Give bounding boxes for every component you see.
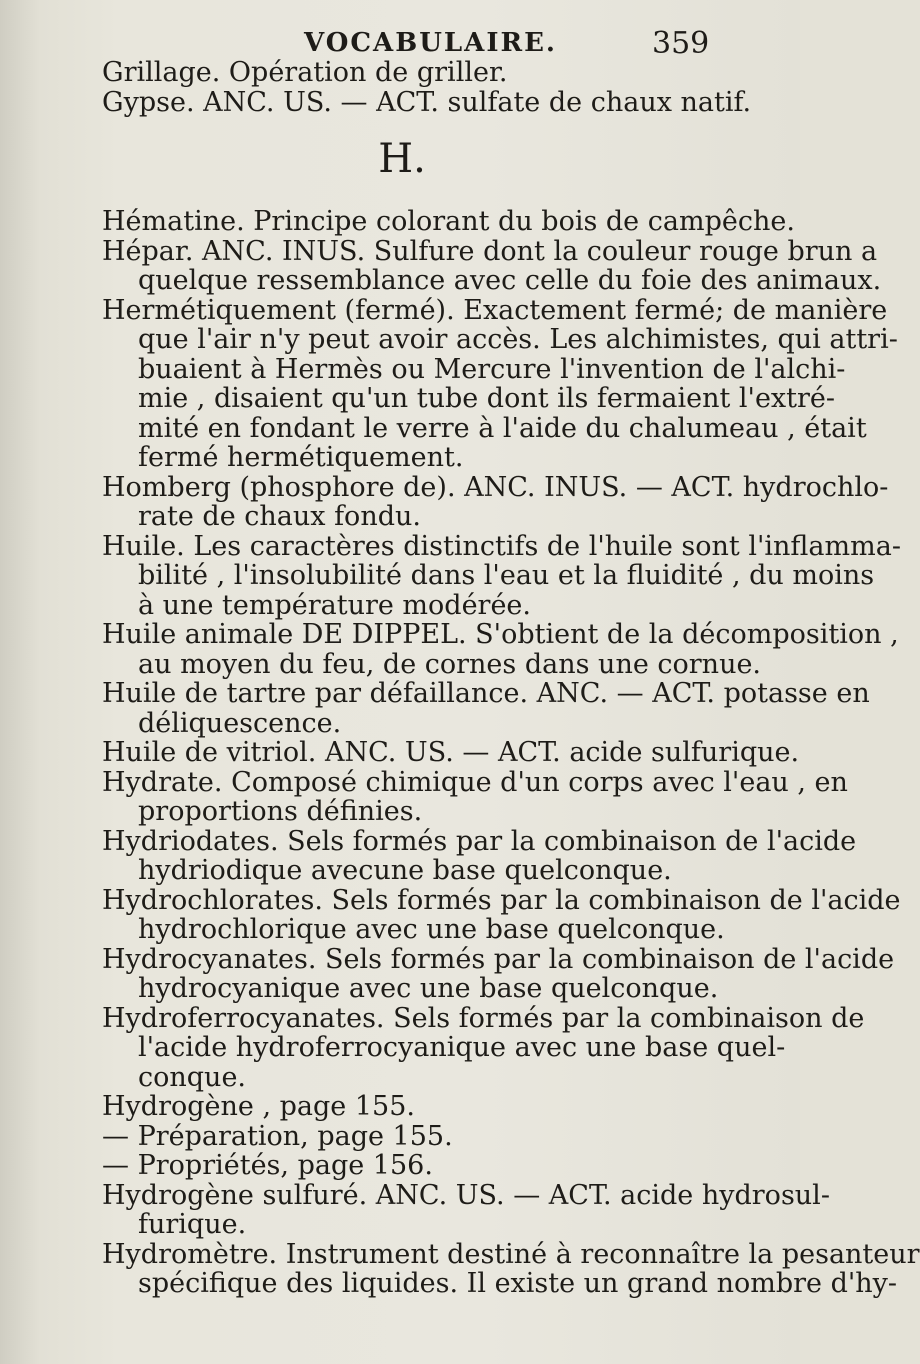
entry-line: Grillage. Opération de griller. xyxy=(102,57,508,88)
entry-line: Hydrocyanates. Sels formés par la combinaison de l'acide xyxy=(102,943,895,975)
entry-hydrogene-sulfure xyxy=(102,1179,830,1240)
entry-hepar xyxy=(102,235,882,296)
entry-hydrochlorates xyxy=(102,884,901,945)
entry-line: Hépar. ANC. INUS. Sulfure dont la couleur rouge brun a xyxy=(102,235,878,267)
entry-line: quelque ressemblance avec celle du foie des animaux. xyxy=(138,265,882,296)
entry-line: déliquescence. xyxy=(138,707,342,739)
vocabulary-text xyxy=(102,57,920,1299)
entry-line: Hydrochlorates. Sels formés par la combinaison de l'acide xyxy=(102,884,901,916)
entry-line: au moyen du feu, de cornes dans une cornue. xyxy=(138,648,762,680)
entry-line: Hydrate. Composé chimique d'un corps avec l'eau , en xyxy=(102,766,848,798)
entry-line: fermé hermétiquement. xyxy=(138,442,464,473)
entry-hydrometre xyxy=(102,1238,920,1299)
entry-line: buaient à Hermès ou Mercure l'invention de l'alchi- xyxy=(138,353,846,385)
entry-line: Huile de vitriol. ANC. US. — ACT. acide sulfurique. xyxy=(102,737,800,768)
entry-line: — Propriétés, page 156. xyxy=(102,1150,433,1181)
entry-line: bilité , l'insolubilité dans l'eau et la fluidité , du moins xyxy=(138,560,875,591)
entry-line: Hématine. Principe colorant du bois de campêche. xyxy=(102,206,795,237)
entry-huile-animale xyxy=(102,619,899,680)
entry-hydrocyanates xyxy=(102,943,895,1004)
entry-line: l'acide hydroferrocyanique avec une base quel- xyxy=(138,1032,786,1063)
running-head: VOCABULAIRE. xyxy=(304,28,557,58)
entry-grillage xyxy=(102,58,752,88)
entry-line: mité en fondant le verre à l'aide du chalumeau , était xyxy=(138,412,867,444)
entry-line: que l'air n'y peut avoir accès. Les alchimistes, qui attri- xyxy=(138,324,898,355)
entry-hydrogene xyxy=(102,1092,752,1122)
entry-huile xyxy=(102,530,901,621)
entry-huile-de-vitriol xyxy=(102,737,800,768)
entry-line: mie , disaient qu'un tube dont ils fermaient l'extré- xyxy=(138,383,836,414)
entry-line: Hermétiquement (fermé). Exactement fermé; de manière xyxy=(102,294,888,326)
entry-hematine xyxy=(102,206,795,237)
entry-line: — Préparation, page 155. xyxy=(102,1120,453,1152)
entry-line: proportions définies. xyxy=(138,796,423,827)
entry-line: hydriodique avecune base quelconque. xyxy=(138,855,672,886)
entry-line: spécifique des liquides. Il existe un grand nombre d'hy- xyxy=(138,1268,898,1299)
entry-line: furique. xyxy=(138,1209,247,1240)
entry-line: Hydriodates. Sels formés par la combinaison de l'acide xyxy=(102,825,857,857)
entry-line: Hydroferrocyanates. Sels formés par la combinaison de xyxy=(102,1002,865,1034)
entry-huile-de-tartre xyxy=(102,678,870,739)
entry-hydroferrocyanates xyxy=(102,1002,865,1093)
entry-preparation xyxy=(102,1122,752,1152)
entry-gypse xyxy=(102,88,752,118)
entry-hermetiquement xyxy=(102,294,898,473)
entry-line: Huile de tartre par défaillance. ANC. — ACT. potasse en xyxy=(102,678,870,709)
entry-line: Hydrogène , page 155. xyxy=(102,1091,415,1122)
section-letter: H. xyxy=(378,136,426,182)
entry-proprietes xyxy=(102,1151,752,1181)
entry-line: Homberg (phosphore de). ANC. INUS. — ACT. hydrochlo- xyxy=(102,471,889,503)
entry-line: à une température modérée. xyxy=(138,589,531,621)
page-number: 359 xyxy=(652,26,710,61)
entry-line: Hydromètre. Instrument destiné à reconnaître la pesanteur xyxy=(102,1238,920,1270)
entry-line: Huile animale DE DIPPEL. S'obtient de la décomposition , xyxy=(102,619,899,650)
entry-line: rate de chaux fondu. xyxy=(138,501,421,532)
entry-line: Hydrogène sulfuré. ANC. US. — ACT. acide hydrosul- xyxy=(102,1179,830,1211)
entry-line: Huile. Les caractères distinctifs de l'huile sont l'inflamma- xyxy=(102,530,901,562)
entry-homberg xyxy=(102,471,889,532)
entry-hydriodates xyxy=(102,825,857,886)
entry-hydrate xyxy=(102,766,848,827)
entry-line: conque. xyxy=(138,1061,246,1093)
entry-line: Gypse. ANC. US. — ACT. sulfate de chaux natif. xyxy=(102,86,752,118)
entry-line: hydrochlorique avec une base quelconque. xyxy=(138,914,725,945)
entry-line: hydrocyanique avec une base quelconque. xyxy=(138,973,719,1004)
